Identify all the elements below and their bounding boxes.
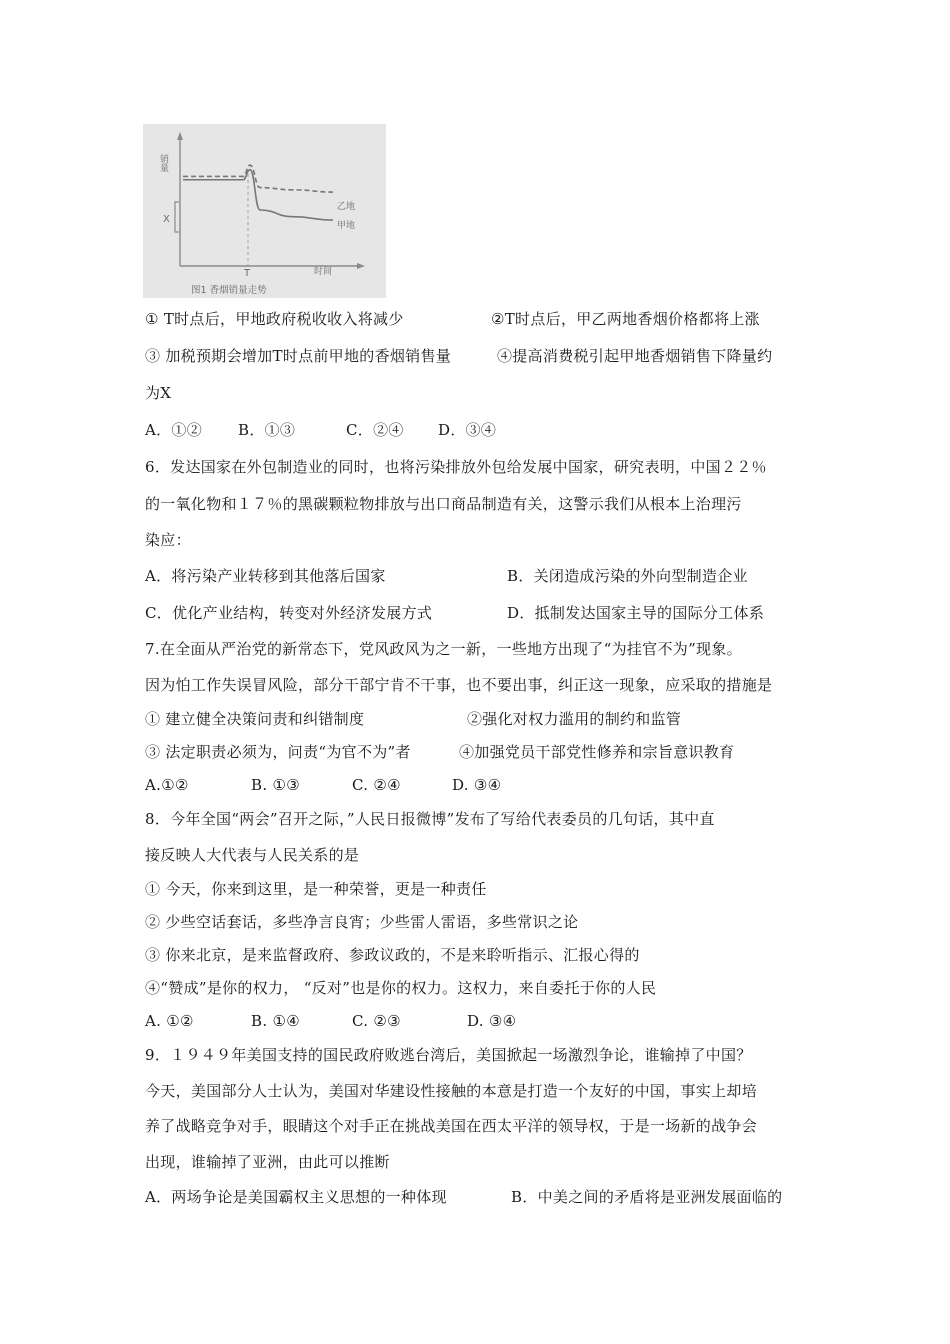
- q9-stem-line-2: 今天，美国部分人士认为，美国对华建设性接触的本意是打造一个友好的中国，事实上却培: [145, 1082, 758, 1100]
- legend-jia: 甲地: [337, 221, 356, 231]
- q5-option-2: ②T时点后，甲乙两地香烟价格都将上涨: [491, 310, 760, 328]
- series-layer: [183, 165, 333, 220]
- q6-choice-a: A．将污染产业转移到其他落后国家: [145, 567, 386, 585]
- q6-choice-c: C．优化产业结构，转变对外经济发展方式: [145, 604, 433, 622]
- q8-stem-line-1: 8．今年全国“两会”召开之际，”人民日报微博”发布了写给代表委员的几句话，其中直: [145, 810, 715, 828]
- q7-stem-line-2: 因为怕工作失误冒风险，部分干部宁肯不干事，也不要出事，纠正这一现象，应采取的措施是: [145, 676, 773, 694]
- q5-option-4: ④提高消费税引起甲地香烟销售下降量约: [497, 347, 773, 365]
- q5-choice-b: B．①③: [238, 421, 296, 439]
- series-line-jia: [183, 170, 333, 220]
- figure-caption: 图1 香烟销量走势: [191, 285, 267, 296]
- q6-choice-b: B．关闭造成污染的外向型制造企业: [507, 567, 748, 585]
- q8-option-4: ④“赞成”是你的权力， “反对”也是你的权力。这权力，来自委托于你的人民: [145, 979, 657, 997]
- t-tick-label: T: [244, 268, 251, 279]
- q7-stem-line-1: 7.在全面从严治党的新常态下，党风政风为之一新，一些地方出现了“为挂官不为”现象。: [145, 640, 742, 658]
- q6-choice-d: D．抵制发达国家主导的国际分工体系: [507, 604, 765, 622]
- q5-option-3: ③ 加税预期会增加T时点前甲地的香烟销售量: [145, 347, 452, 365]
- q7-option-4: ④加强党员干部党性修养和宗旨意识教育: [459, 743, 735, 761]
- q5-choice-a: A．①②: [145, 421, 203, 439]
- q9-stem-line-1: 9．１９４９年美国支持的国民政府败逃台湾后，美国掀起一场激烈争论，谁输掉了中国？: [145, 1046, 752, 1064]
- q9-stem-line-3: 养了战略竞争对手，眼睛这个对手正在挑战美国在西太平洋的领导权，于是一场新的战争会: [145, 1117, 758, 1135]
- q7-choice-b: B. ①③: [251, 776, 300, 794]
- q8-stem-line-2: 接反映人大代表与人民关系的是: [145, 846, 360, 864]
- q9-stem-line-4: 出现，谁输掉了亚洲，由此可以推断: [145, 1153, 390, 1171]
- y-axis-arrow: [177, 132, 183, 140]
- series-line-yi: [183, 165, 333, 192]
- legend-yi: 乙地: [337, 202, 356, 212]
- q8-option-1: ① 今天，你来到这里，是一种荣誉，更是一种责任: [145, 880, 487, 898]
- y-axis-label-top: 销量: [158, 154, 168, 172]
- q5-option-1: ① T时点后，甲地政府税收收入将减少: [145, 310, 404, 328]
- q7-choice-c: C. ②④: [352, 776, 401, 794]
- q8-choice-d: D. ③④: [467, 1012, 517, 1030]
- q5-option-4-continued: 为X: [145, 384, 172, 402]
- q8-choice-a: A. ①②: [145, 1012, 194, 1030]
- x-mark-label: X: [163, 214, 170, 225]
- x-bracket: [175, 202, 179, 232]
- q7-choice-d: D. ③④: [452, 776, 502, 794]
- q8-option-2: ② 少些空话套话，多些净言良宵；少些雷人雷语，多些常识之论: [145, 913, 579, 931]
- q5-choice-d: D．③④: [438, 421, 497, 439]
- x-axis-arrow: [357, 263, 365, 269]
- q5-choice-c: C．②④: [346, 421, 404, 439]
- q9-choice-a: A．两场争论是美国霸权主义思想的一种体现: [145, 1188, 447, 1206]
- q6-stem-line-1: 6．发达国家在外包制造业的同时，也将污染排放外包给发展中国家，研究表明，中国２２％: [145, 458, 767, 476]
- q7-option-2: ②强化对权力滥用的制约和监管: [467, 710, 682, 728]
- q9-choice-b: B．中美之间的矛盾将是亚洲发展面临的: [511, 1188, 783, 1206]
- figure-1-chart: [143, 124, 386, 298]
- q7-option-1: ① 建立健全决策问责和纠错制度: [145, 710, 365, 728]
- q8-choice-b: B. ①④: [251, 1012, 300, 1030]
- q6-stem-line-3: 染应：: [145, 531, 191, 549]
- chart-svg: [143, 124, 386, 298]
- q8-option-3: ③ 你来北京，是来监督政府、参政议政的，不是来聆听指示、汇报心得的: [145, 946, 640, 964]
- q8-choice-c: C. ②③: [352, 1012, 401, 1030]
- q6-stem-line-2: 的一氧化物和１７％的黑碳颗粒物排放与出口商品制造有关，这警示我们从根本上治理污: [145, 495, 742, 513]
- x-axis-label: 时间: [314, 267, 333, 277]
- q7-option-3: ③ 法定职责必须为，问责“为官不为”者: [145, 743, 411, 761]
- q7-choice-a: A.①②: [145, 776, 189, 794]
